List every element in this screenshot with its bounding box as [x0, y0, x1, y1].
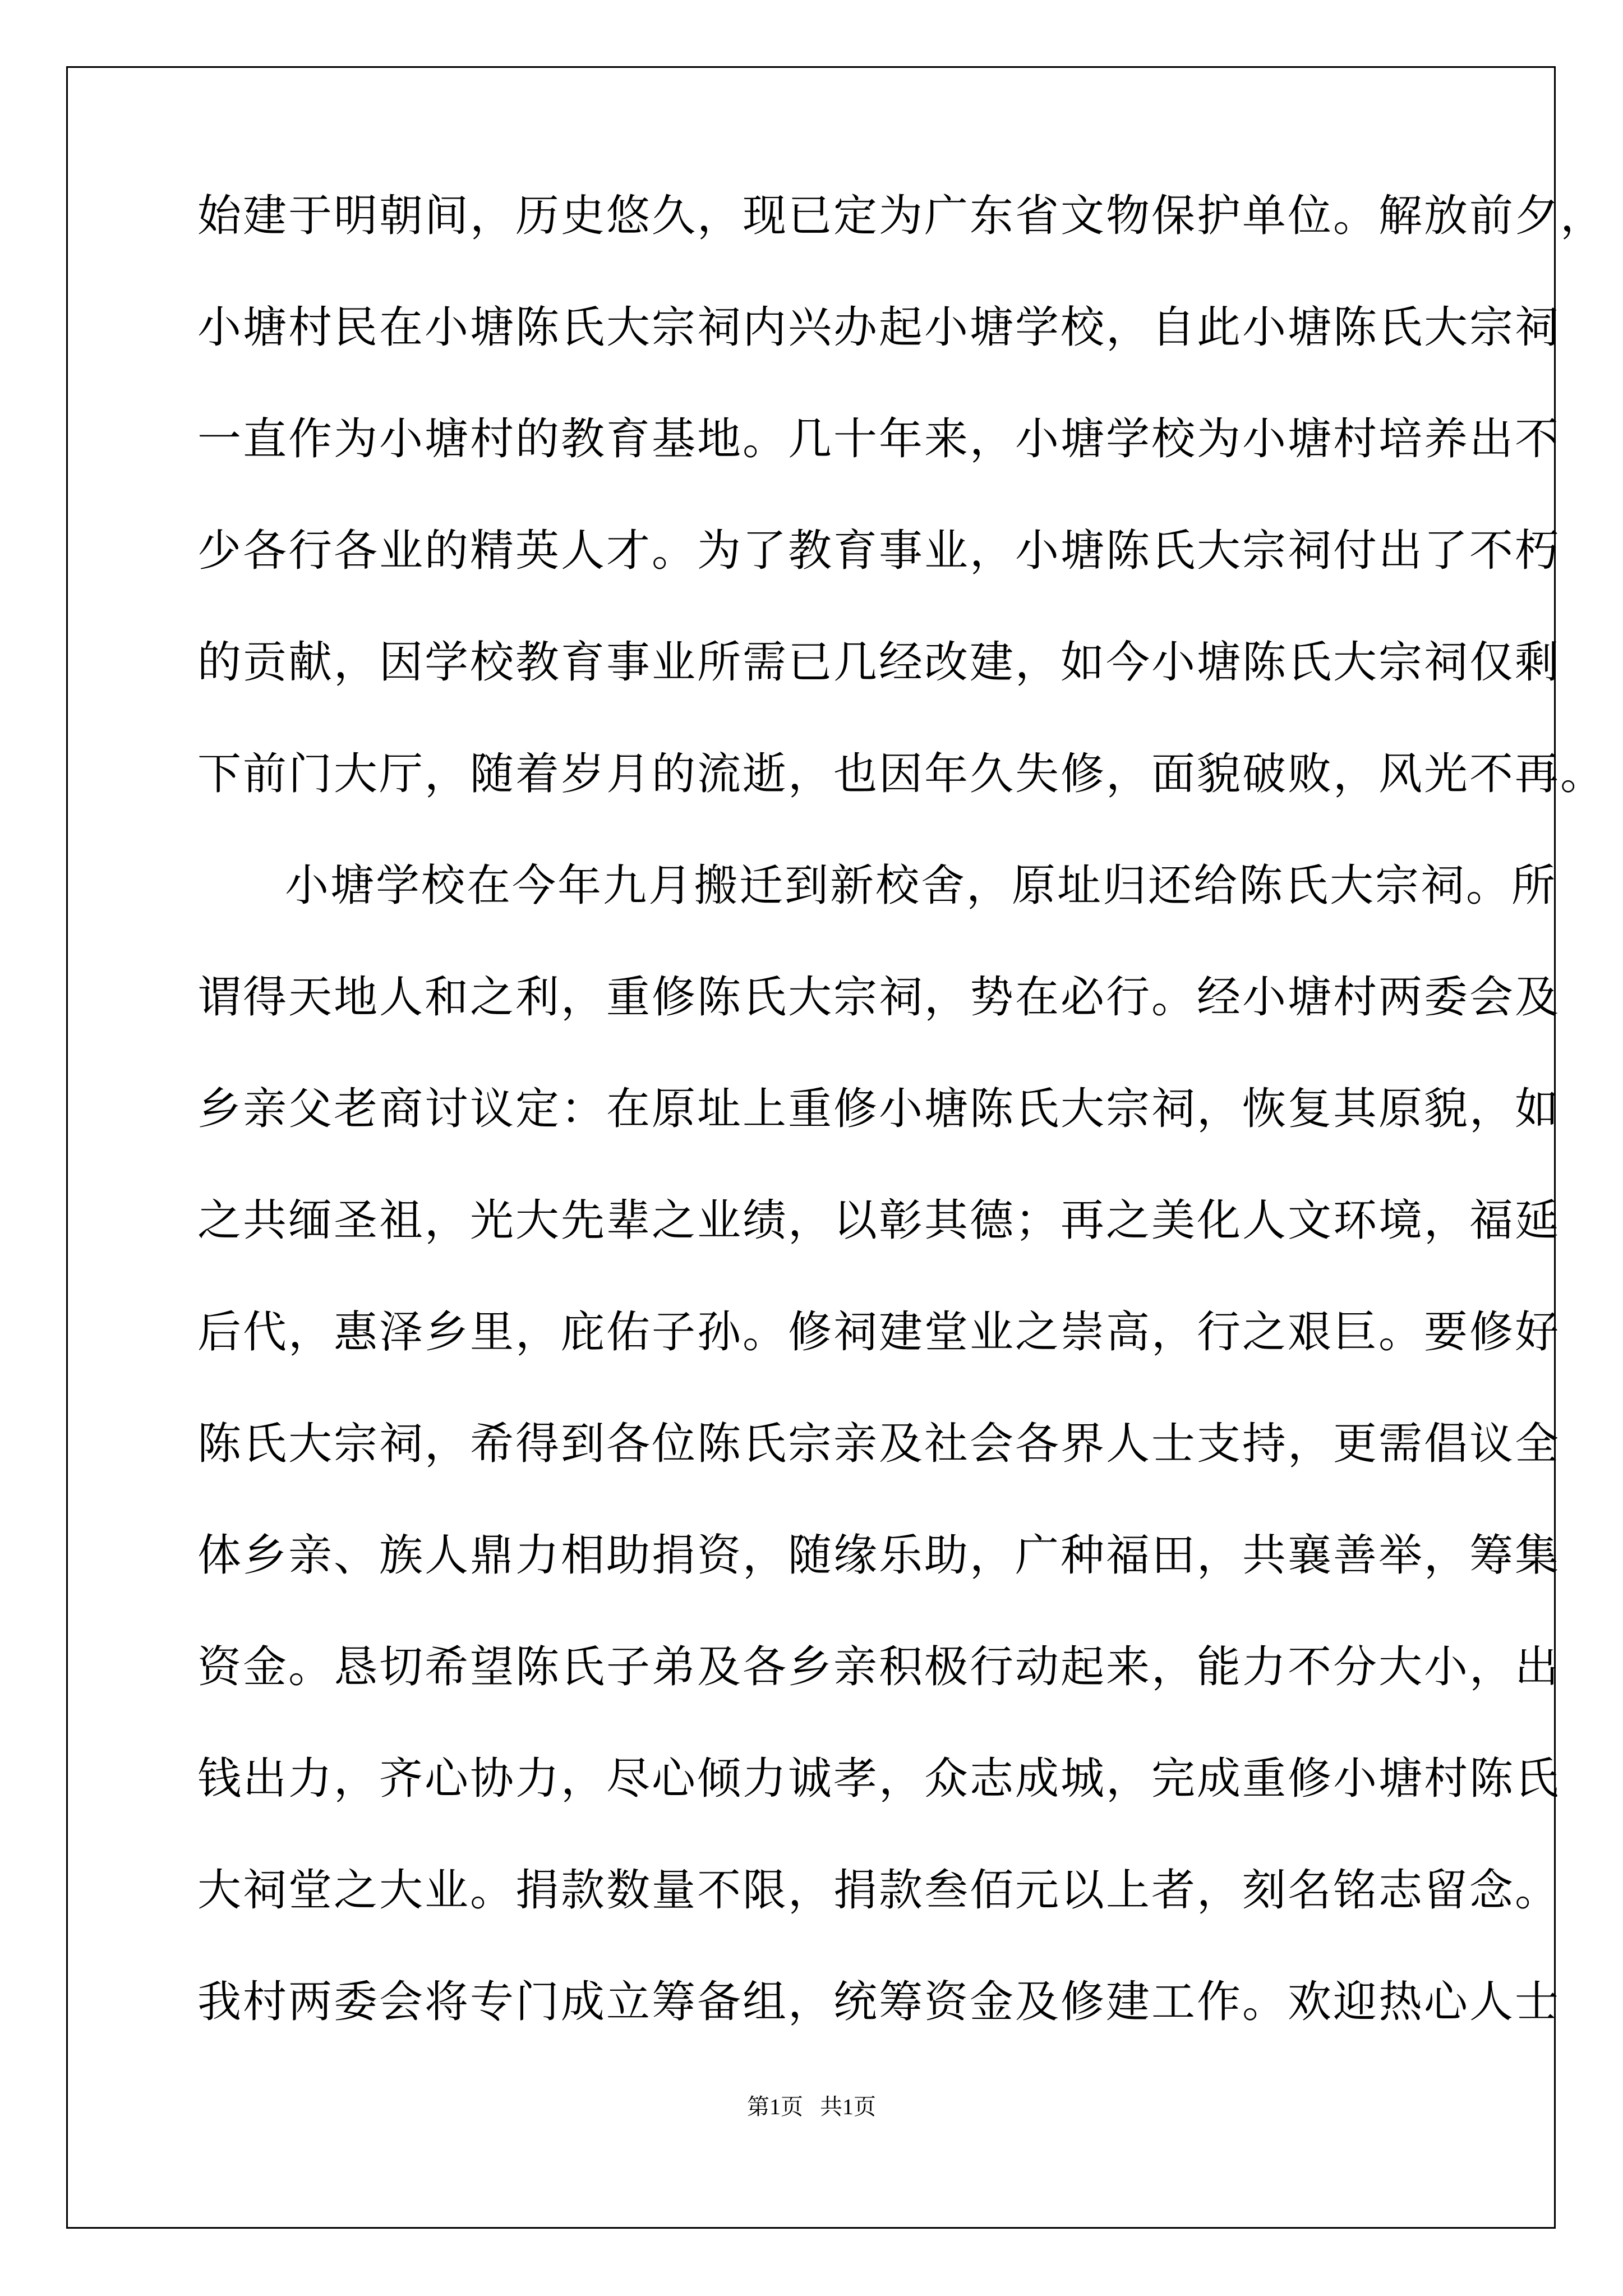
text-line: 始建于明朝间，历史悠久，现已定为广东省文物保护单位。解放前夕， — [197, 191, 1606, 241]
text-line: 少各行各业的精英人才。为了教育事业，小塘陈氏大宗祠付出了不朽 — [197, 526, 1561, 576]
text-line: 陈氏大宗祠，希得到各位陈氏宗亲及社会各界人士支持，更需倡议全 — [197, 1419, 1561, 1469]
text-line: 钱出力，齐心协力，尽心倾力诚孝，众志成城，完成重修小塘村陈氏 — [197, 1754, 1561, 1804]
text-line: 小塘村民在小塘陈氏大宗祠内兴办起小塘学校，自此小塘陈氏大宗祠 — [197, 302, 1561, 353]
text-line: 体乡亲、族人鼎力相助捐资，随缘乐助，广种福田，共襄善举，筹集 — [197, 1530, 1561, 1581]
paragraph-start-line: 小塘学校在今年九月搬迁到新校舍，原址归还给陈氏大宗祠。所 — [285, 861, 1557, 911]
page-footer: 第1页 共1页 — [747, 2094, 876, 2119]
text-line: 之共缅圣祖，光大先辈之业绩，以彰其德；再之美化人文环境，福延 — [197, 1195, 1561, 1246]
text-line: 资金。恳切希望陈氏子弟及各乡亲积极行动起来，能力不分大小，出 — [197, 1642, 1561, 1692]
text-line: 后代，惠泽乡里，庇佑子孙。修祠建堂业之崇高，行之艰巨。要修好 — [197, 1307, 1561, 1358]
text-line: 下前门大厅，随着岁月的流逝，也因年久失修，面貌破败，风光不再。 — [197, 749, 1606, 799]
text-line: 乡亲父老商讨议定：在原址上重修小塘陈氏大宗祠，恢复其原貌，如 — [197, 1084, 1561, 1134]
text-line: 的贡献，因学校教育事业所需已几经改建，如今小塘陈氏大宗祠仅剩 — [197, 637, 1561, 688]
text-line: 大祠堂之大业。捐款数量不限，捐款叁佰元以上者，刻名铭志留念。 — [197, 1865, 1561, 1916]
text-line: 谓得天地人和之利，重修陈氏大宗祠，势在必行。经小塘村两委会及 — [197, 972, 1561, 1023]
text-line: 我村两委会将专门成立筹备组，统筹资金及修建工作。欢迎热心人士 — [197, 1977, 1561, 2027]
text-line: 一直作为小塘村的教育基地。几十年来，小塘学校为小塘村培养出不 — [197, 414, 1561, 464]
